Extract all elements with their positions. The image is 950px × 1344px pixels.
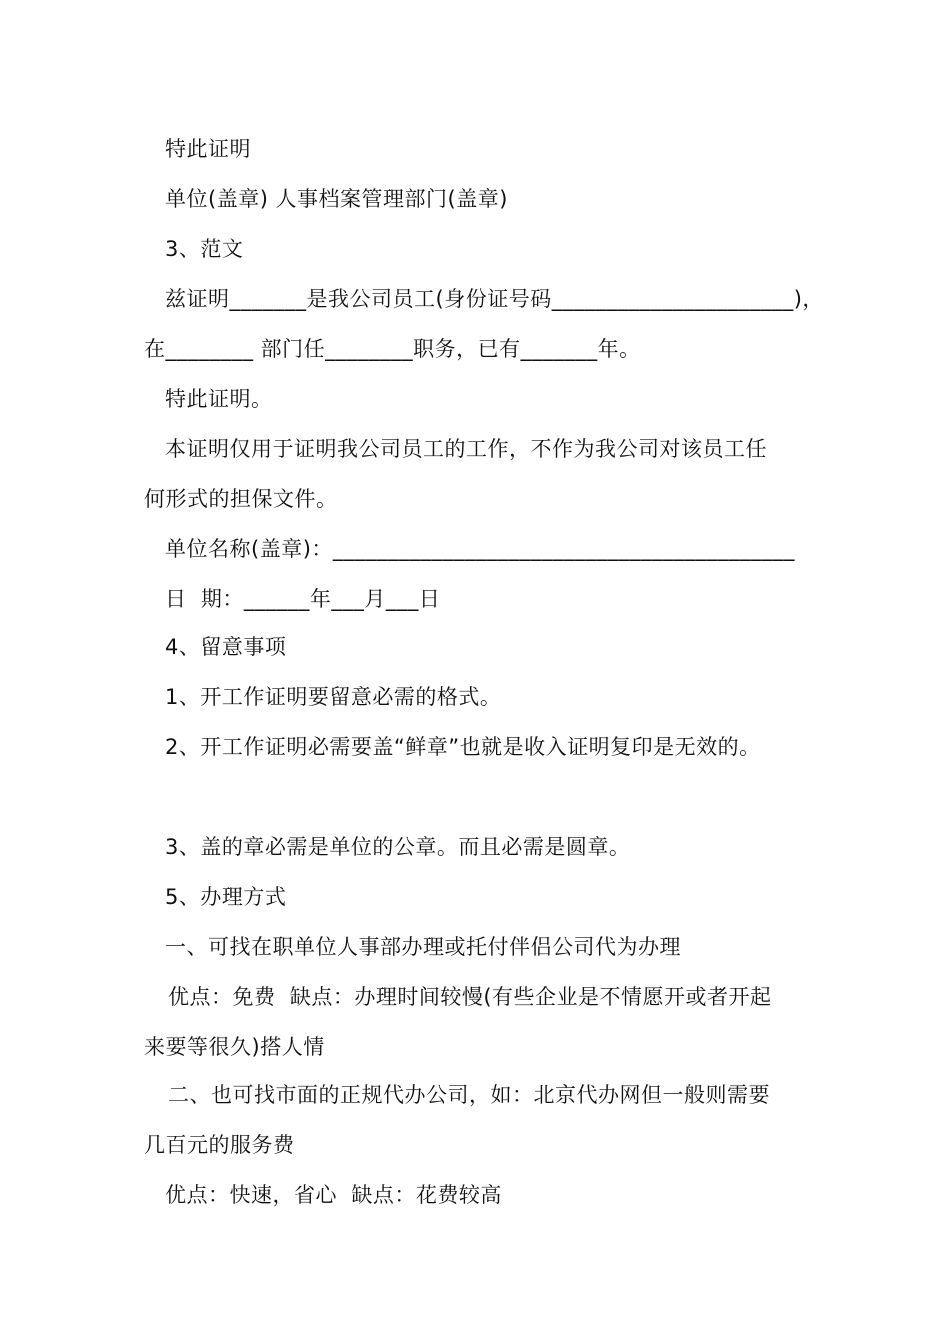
text-line: 特此证明 — [165, 137, 251, 161]
text-line: 在________ 部门任________职务，已有_______年。 — [144, 337, 641, 361]
text-line: 1、开工作证明要留意必需的格式。 — [165, 685, 502, 709]
text-line: 二、也可找市面的正规代办公司，如：北京代办网但一般则需要 — [168, 1083, 770, 1107]
text-line: 来要等很久)搭人情 — [144, 1035, 325, 1059]
text-line: 单位(盖章) 人事档案管理部门(盖章) — [165, 187, 508, 211]
text-line: 优点：免费 缺点：办理时间较慢(有些企业是不情愿开或者开起 — [168, 985, 772, 1009]
text-line: 优点：快速，省心 缺点：花费较高 — [165, 1183, 502, 1207]
text-line: 兹证明_______是我公司员工(身份证号码______________________)， — [165, 287, 824, 311]
section-heading: 4、留意事项 — [165, 635, 287, 659]
text-line: 单位名称(盖章)：__________________________________________ — [165, 537, 795, 561]
text-line: 2、开工作证明必需要盖“鲜章”也就是收入证明复印是无效的。 — [165, 735, 761, 759]
text-line: 一、可找在职单位人事部办理或托付伴侣公司代为办理 — [165, 935, 681, 959]
text-line: 特此证明。 — [165, 387, 273, 411]
section-heading: 5、办理方式 — [165, 885, 287, 909]
text-line: 本证明仅用于证明我公司员工的工作，不作为我公司对该员工任 — [165, 437, 767, 461]
text-line: 几百元的服务费 — [144, 1133, 295, 1157]
section-heading: 3、范文 — [165, 237, 244, 261]
text-line: 3、盖的章必需是单位的公章。而且必需是圆章。 — [165, 835, 631, 859]
text-line: 日 期：______年___月___日 — [165, 587, 441, 611]
text-line: 何形式的担保文件。 — [144, 487, 338, 511]
